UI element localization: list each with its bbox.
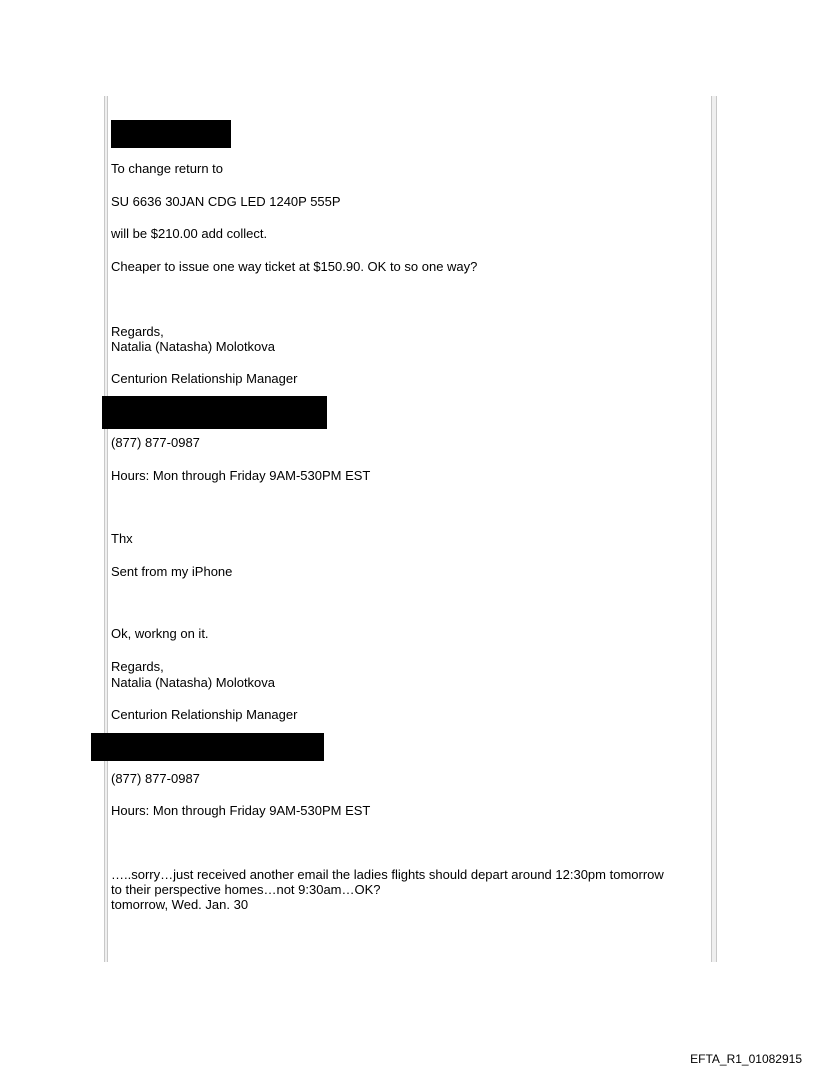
email-text-change-return: To change return to bbox=[111, 161, 224, 176]
signature-hours: Hours: Mon through Friday 9AM-530PM EST bbox=[111, 468, 371, 483]
right-border bbox=[711, 96, 717, 962]
message-line-1: …..sorry…just received another email the ladies flights should depart around 12:30pm tomorrow bbox=[111, 867, 664, 882]
signature-name: Natalia (Natasha) Molotkova bbox=[111, 675, 276, 690]
redaction-box bbox=[102, 396, 327, 429]
signature-phone: (877) 877-0987 bbox=[111, 435, 200, 450]
left-border bbox=[104, 96, 108, 962]
reply-thx: Thx bbox=[111, 531, 133, 546]
message-line-3: tomorrow, Wed. Jan. 30 bbox=[111, 897, 249, 912]
email-text-flight: SU 6636 30JAN CDG LED 1240P 555P bbox=[111, 194, 341, 209]
signature-regards: Regards, bbox=[111, 659, 164, 674]
signature-regards: Regards, bbox=[111, 324, 164, 339]
signature-name: Natalia (Natasha) Molotkova bbox=[111, 339, 276, 354]
signature-title: Centurion Relationship Manager bbox=[111, 371, 298, 386]
signature-title: Centurion Relationship Manager bbox=[111, 707, 298, 722]
signature-phone: (877) 877-0987 bbox=[111, 771, 200, 786]
signature-hours: Hours: Mon through Friday 9AM-530PM EST bbox=[111, 803, 371, 818]
message-line-2: to their perspective homes…not 9:30am…OK? bbox=[111, 882, 381, 897]
sent-from-iphone: Sent from my iPhone bbox=[111, 564, 233, 579]
email-text-cheaper: Cheaper to issue one way ticket at $150.90. OK to so one way? bbox=[111, 259, 478, 274]
document-id: EFTA_R1_01082915 bbox=[690, 1052, 802, 1066]
reply-working: Ok, workng on it. bbox=[111, 626, 209, 641]
redaction-box bbox=[91, 733, 324, 761]
redaction-box bbox=[111, 120, 231, 148]
email-text-cost: will be $210.00 add collect. bbox=[111, 226, 268, 241]
